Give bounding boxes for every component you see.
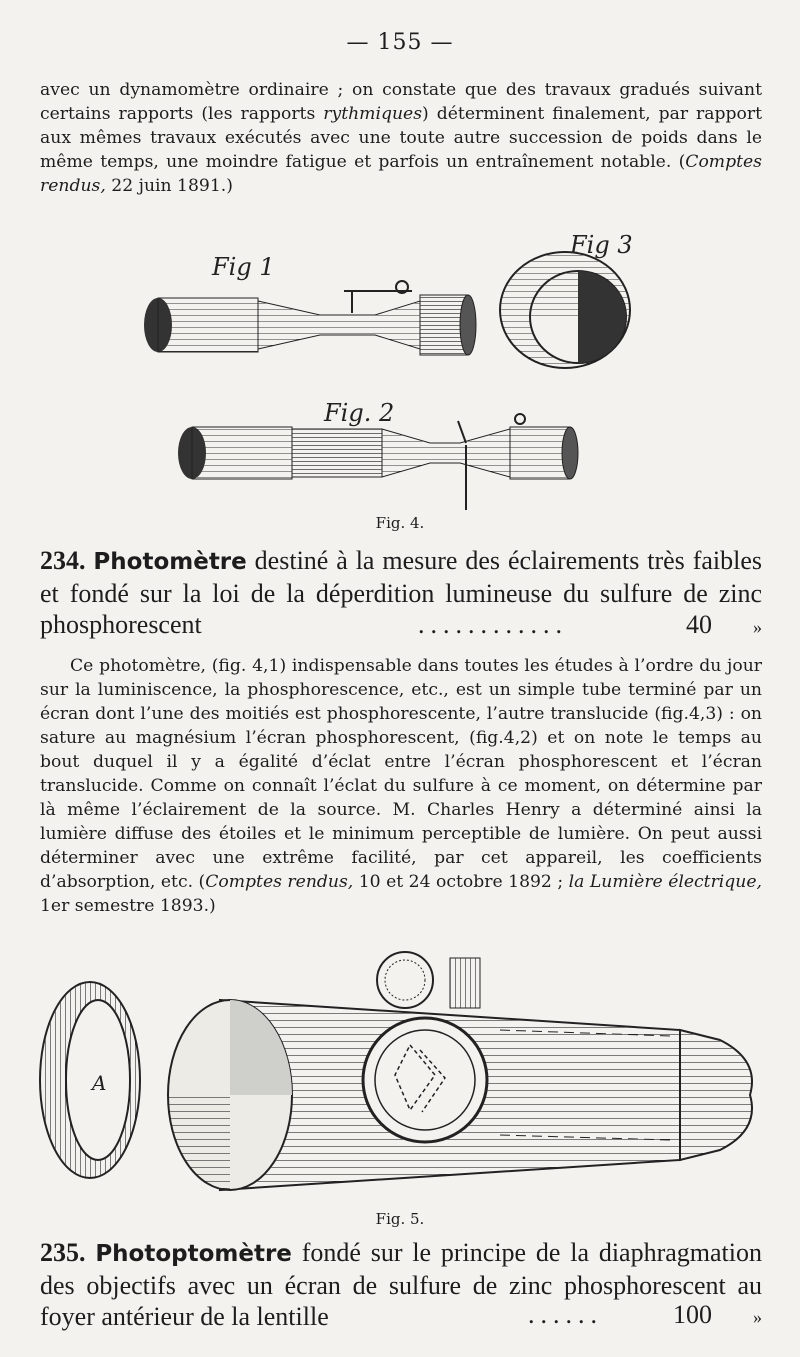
entry-234-body	[40, 654, 762, 918]
entry-235-leader: ......	[528, 1300, 603, 1329]
entry-235-description: fondé sur le principe de la diaphragmation des objectifs avec un écran de sulfure de zinc phosphorescent au foyer antérieur de la lentille	[40, 1238, 762, 1331]
entry-235-ditto: »	[753, 1307, 762, 1327]
photoptometer-body	[168, 952, 752, 1190]
entry-235-price-line	[520, 1299, 762, 1333]
intro-emphasis: rythmiques	[323, 104, 423, 124]
entry-234-ref-2: la Lumière électrique,	[568, 872, 762, 892]
entry-234-leader: ............	[418, 610, 568, 639]
figure-4-illustration	[130, 225, 670, 515]
entry-234-body-text: Ce photomètre, (fig. 4,1) indispensable dans toutes les études à l’ordre du jour sur la luminiscence, la phosphorescence, etc., est un simple tube terminé par un écran dont l’une des moitiés est phosphorescente, l’autre translucide (fig.4,3) : on sature au magnésium l’écran phosphorescent, (fig.4,2) et on note le temps au bout duquel il y a égalité d’éclat entre l’écran phosphorescent et l’écran translucide. Comme on connaît l’éclat du sulfure à ce moment, on détermine par là même l’éclairement de la source. M. Charles Henry a déterminé ainsi la lumière diffuse des étoiles et le minimum perceptible de lumière. On peut aussi déterminer avec une extrême facilité, par cet appareil, les coefficients d’absorption, etc. (	[40, 656, 762, 892]
entry-234-description: destiné à la mesure des éclairements très faibles et fondé sur la loi de la déperdition lumineuse du sulfure de zinc phosphorescent	[40, 546, 763, 639]
fig-2-tube	[178, 414, 578, 510]
lens-cap-ring	[40, 982, 140, 1178]
figure-5-illustration	[30, 950, 770, 1210]
entry-235-number: 235.	[40, 1238, 86, 1267]
intro-text-mid: ) déterminent finalement, par rapport aux mêmes travaux exécutés avec une toute autre succession de poids dans le même temps, une moindre fatigue et parfois un entraînement notable. (	[40, 104, 762, 172]
intro-text: avec un dynamomètre ordinaire ; on constate que des travaux gradués suivant certains rapports (les rapports	[40, 80, 762, 124]
entry-234-ditto: »	[753, 617, 762, 637]
figure-4-caption: Fig. 4.	[375, 514, 425, 532]
entry-234-price-line	[410, 609, 762, 643]
entry-234-ref-1: Comptes rendus,	[205, 872, 354, 892]
entry-234-number: 234.	[40, 546, 86, 575]
intro-reference-date: 22 juin 1891.)	[105, 176, 233, 196]
intro-paragraph	[40, 78, 762, 198]
fig-1-label: Fig 1	[212, 253, 275, 281]
entry-235-price: 100	[673, 1300, 712, 1329]
entry-234-term: Photomètre	[93, 549, 247, 575]
entry-235-term: Photoptomètre	[95, 1241, 292, 1267]
fig-1-tube	[144, 281, 476, 355]
fig-3-screen	[500, 252, 630, 368]
fig-3-label: Fig 3	[570, 231, 633, 259]
entry-234-ref-semester: 1er semestre 1893.)	[40, 896, 216, 916]
intro-reference: Comptes rendus,	[40, 152, 762, 196]
entry-234-ref-dates: 10 et 24 octobre 1892 ;	[353, 872, 569, 892]
label-a: A	[92, 1071, 107, 1095]
fig-2-label: Fig. 2	[324, 399, 395, 427]
page-number: — 155 —	[346, 30, 454, 55]
figure-5-caption: Fig. 5.	[375, 1210, 425, 1228]
entry-234-price: 40	[686, 610, 712, 639]
